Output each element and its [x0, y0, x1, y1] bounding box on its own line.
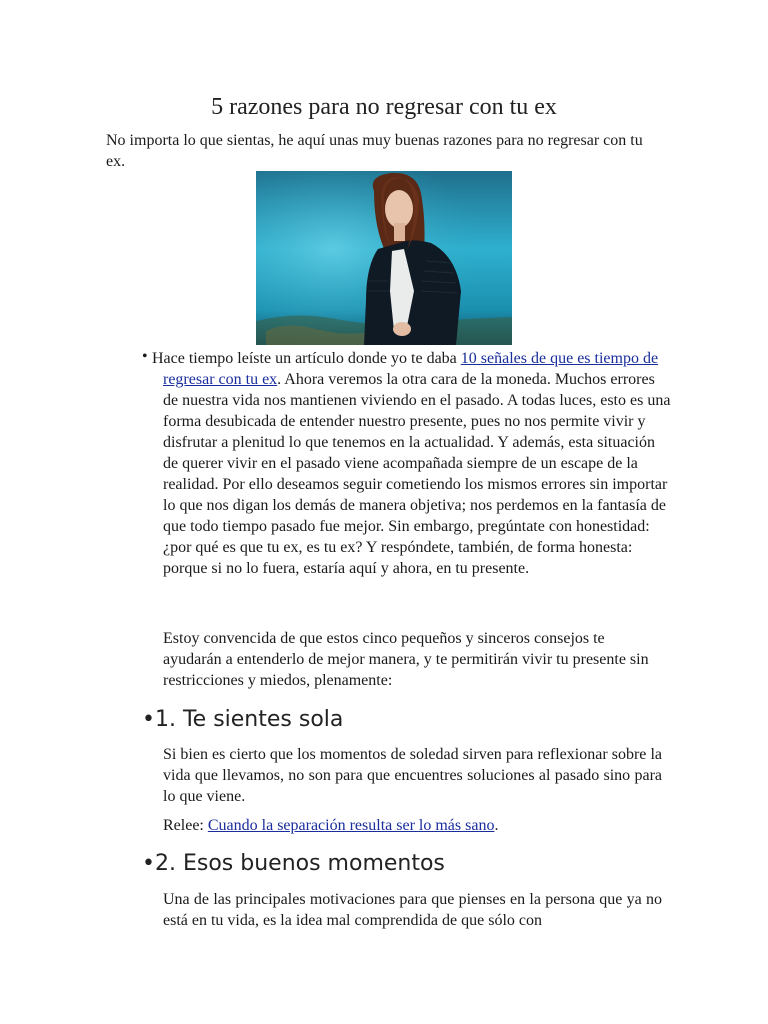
link-10-senales[interactable]: 10 señales de que es tiempo de regresar con tu ex: [163, 350, 659, 388]
link-cuando-la-separacion[interactable]: Cuando la separación resulta ser lo más sano: [207, 817, 495, 834]
section-heading-1: [142, 706, 702, 734]
section-heading-1-text: 1. Te sientes sola: [154, 707, 344, 732]
intro-paragraph: No importa lo que sientas, he aquí unas muy buenas razones para no regresar con tu ex.: [106, 132, 643, 170]
bullet-dot: •: [142, 707, 155, 732]
paragraph-1: [152, 348, 673, 579]
section-1-body: Si bien es cierto que los momentos de soledad sirven para reflexionar sobre la vida que llevamos, no son para que encuentres soluciones al pasado sino para lo que viene.: [163, 746, 662, 805]
relee-label: Relee:: [163, 817, 208, 834]
section-heading-2: [142, 850, 702, 878]
relee-line: [163, 815, 662, 836]
paragraph-1-text-before: Hace tiempo leíste un artículo donde yo te daba: [152, 350, 461, 367]
woman-by-lake-photo: [256, 171, 512, 345]
section-2-body: Una de las principales motivaciones para que pienses en la persona que ya no está en tu vida, es la idea mal comprendida de que sólo con: [163, 891, 662, 929]
paragraph-2: Estoy convencida de que estos cinco pequeños y sinceros consejos te ayudarán a entenderlo de mejor manera, y te permitirán vivir tu presente sin restricciones y miedos, plenamente:: [163, 630, 649, 689]
article-title: 5 razones para no regresar con tu ex: [211, 94, 557, 120]
bullet-dot: •: [142, 851, 155, 876]
bullet-dot: •: [142, 348, 148, 365]
paragraph-1-text-after: . Ahora veremos la otra cara de la moneda. Muchos errores de nuestra vida nos mantienen viviendo en el pasado. A todas luces, esto es una forma desubicada de entender nuestro presente, pues no nos permite vivir y disfrutar a plenitud lo que tenemos en la actualidad. Y además, esta situación de querer vivir en el pasado viene acompañada siempre de un escape de la realidad. Por ello deseamos seguir cometiendo los mismos errores sin importar lo que nos digan los demás de manera objetiva; nos perdemos en la fantasía de que todo tiempo pasado fue mejor. Sin embargo, pregúntate con honestidad: ¿por qué es que tu ex, es tu ex? Y respóndete, también, de forma honesta: porque si no lo fuera, estaría aquí y ahora, en tu presente.: [163, 371, 671, 577]
photo-illustration: [256, 171, 512, 345]
relee-end: .: [494, 817, 499, 834]
section-heading-2-text: 2. Esos buenos momentos: [154, 851, 445, 876]
